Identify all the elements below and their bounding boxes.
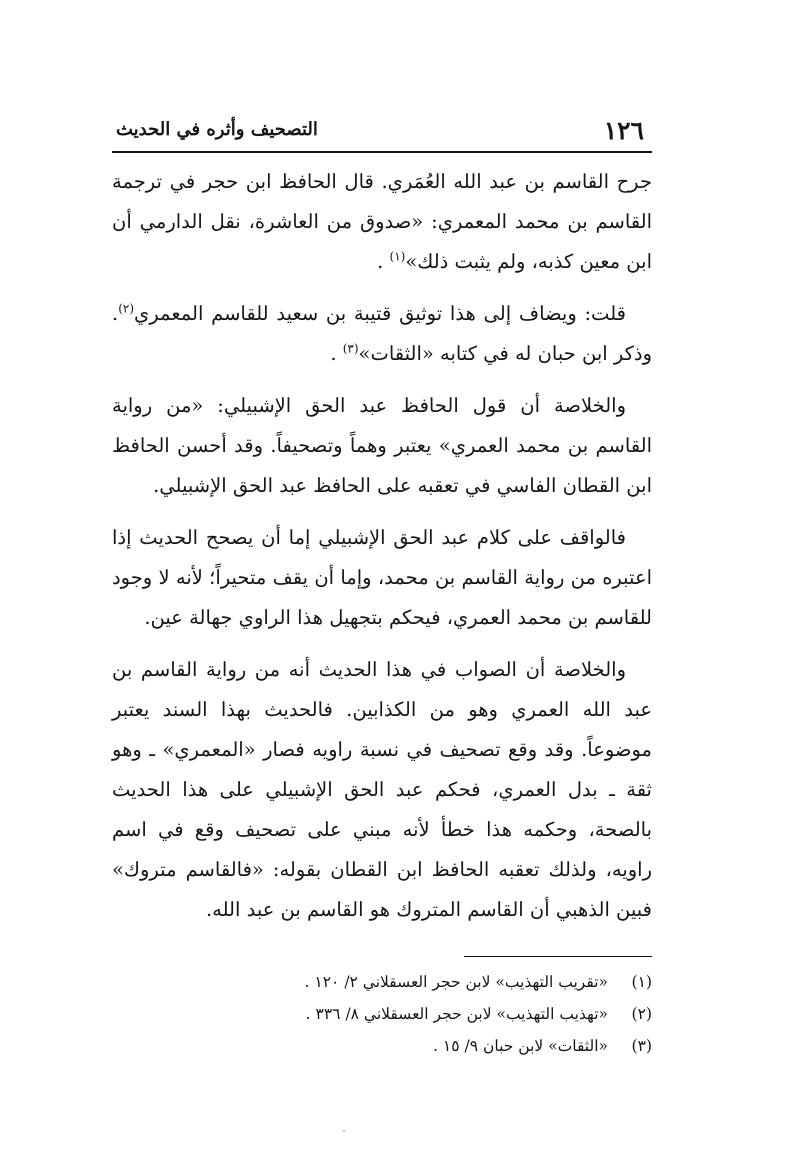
footnote-number: (١) (631, 973, 652, 991)
footnotes (112, 966, 652, 1062)
footnote-ref-2[interactable]: (٢) (118, 301, 135, 316)
paragraph-2-end: . (330, 342, 343, 365)
body-text (112, 162, 652, 942)
paragraph-1-text: جرح القاسم بن عبد الله العُمَري. قال الحافظ ابن حجر في ترجمة القاسم بن محمد المعمري: «صدوق من العاشرة، نقل الدارمي أن ابن معين كذبه، ولم يثبت ذلك» (112, 170, 652, 273)
footnote-separator (464, 956, 652, 957)
footnote-item (112, 1030, 652, 1062)
footnote-ref-3[interactable]: (٣) (342, 341, 359, 356)
page-header (112, 112, 652, 148)
footnote-item (112, 966, 652, 998)
paragraph-5: والخلاصة أن الصواب في هذا الحديث أنه من رواية القاسم بن عبد الله العمري وهو من الكذابين. فالحديث بهذا السند يعتبر موضوعاً. وقد وقع تصحيف في نسبة راويه فصار «المعمري» ـ وهو ثقة ـ بدل العمري، فحكم عبد الحق الإشبيلي على هذا الحديث بالصحة، وحكمه هذا خطأ لأنه مبني على تصحيف وقع في اسم راويه، ولذلك تعقبه الحافظ ابن القطان بقوله: «فالقاسم متروك» فبين الذهبي أن القاسم المتروك هو القاسم بن عبد الله. (112, 658, 652, 921)
footnote-ref-1[interactable]: (١) (389, 249, 406, 264)
paragraph-4: فالواقف على كلام عبد الحق الإشبيلي إما أن يصحح الحديث إذا اعتبره من رواية القاسم بن محمد، وإما أن يقف متحيراً؛ لأنه لا وجود للقاسم بن محمد العمري، فيحكم بتجهيل هذا الراوي جهالة عين. (112, 526, 652, 629)
footnote-item (112, 998, 652, 1030)
footnote-text: «الثقات» لابن حبان ٩/ ١٥ . (433, 1037, 608, 1055)
header-rule (112, 151, 652, 153)
paragraph-2 (112, 294, 652, 374)
footnote-text: «تهذيب التهذيب» لابن حجر العسقلاني ٨/ ٣٣٦ . (305, 1005, 608, 1023)
footnote-number: (٢) (631, 1005, 652, 1023)
page-number: ١٢٦ (603, 116, 644, 145)
footnote-number: (٣) (631, 1037, 652, 1055)
running-title: التصحيف وأثره في الحديث (116, 119, 318, 140)
paragraph-2-mid: . وذكر ابن حبان له في كتابه «الثقات» (112, 302, 652, 365)
paragraph-3: والخلاصة أن قول الحافظ عبد الحق الإشبيلي: «من رواية القاسم بن محمد العمري» يعتبر وهماً وتصحيفاً. وقد أحسن الحافظ ابن القطان الفاسي في تعقبه على الحافظ عبد الحق الإشبيلي. (112, 394, 652, 497)
footnote-text: «تقريب التهذيب» لابن حجر العسقلاني ٢/ ١٢٠ . (304, 973, 608, 991)
paragraph-1-end: . (377, 250, 390, 273)
scan-speck (343, 1130, 345, 1132)
paragraph-2-text: قلت: ويضاف إلى هذا توثيق قتيبة بن سعيد للقاسم المعمري (134, 302, 626, 325)
paragraph-1 (112, 162, 652, 282)
